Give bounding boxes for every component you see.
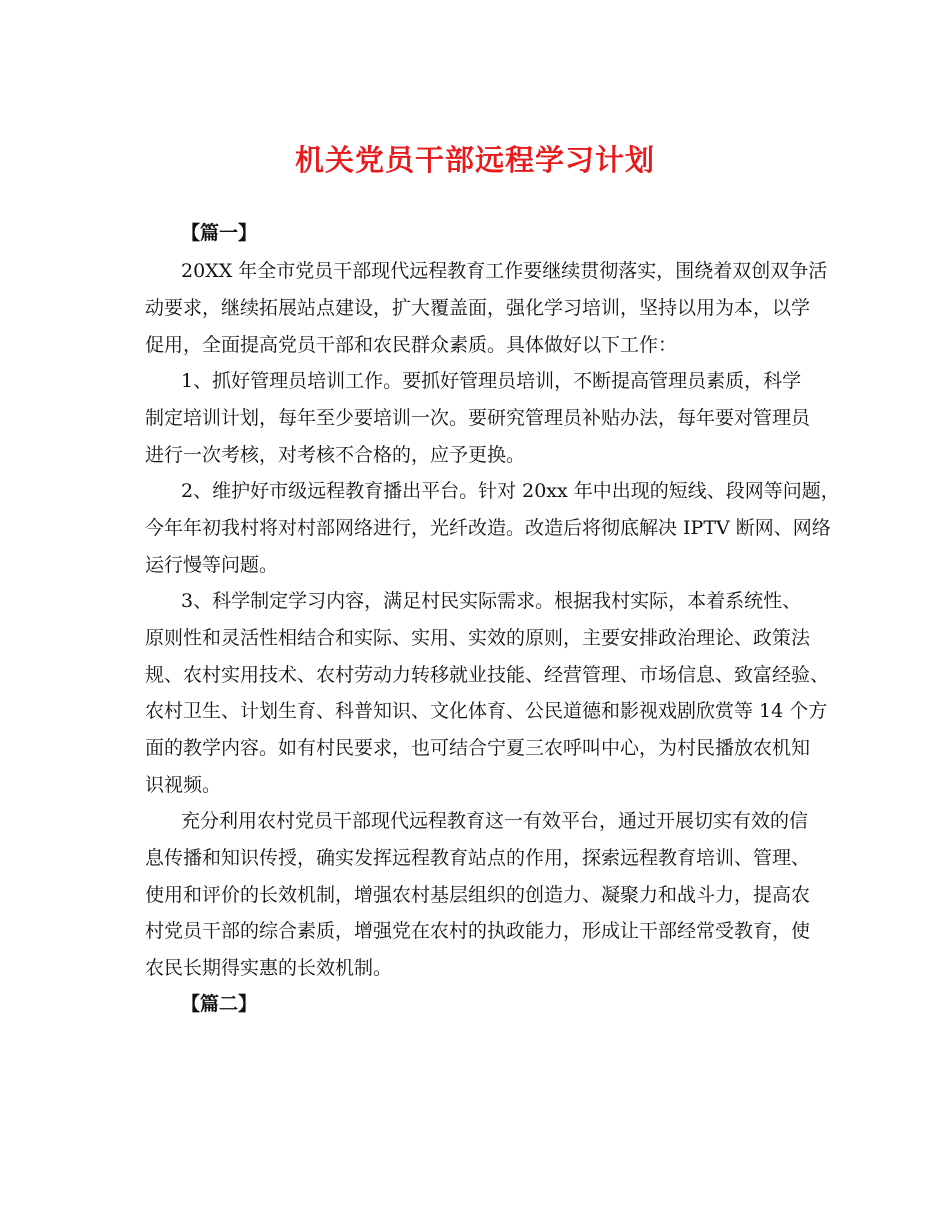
paragraph-line: 促用，全面提高党员干部和农民群众素质。具体做好以下工作： — [145, 334, 678, 356]
paragraph-line: 2、维护好市级远程教育播出平台。针对 20xx 年中出现的短线、段网等问题， — [181, 480, 840, 502]
paragraph-line: 今年年初我村将对村部网络进行，光纤改造。改造后将彻底解决 IPTV 断网、网络 — [145, 517, 831, 539]
paragraph-line: 充分利用农村党员干部现代远程教育这一有效平台，通过开展切实有效的信 — [181, 810, 809, 832]
document-title: 机关党员干部远程学习计划 — [294, 143, 655, 177]
paragraph-line: 息传播和知识传授，确实发挥远程教育站点的作用，探索远程教育培训、管理、 — [145, 847, 811, 869]
paragraph-line: 村党员干部的综合素质，增强党在农村的执政能力，形成让干部经常受教育，使 — [145, 920, 811, 942]
paragraph-line: 使用和评价的长效机制，增强农村基层组织的创造力、凝聚力和战斗力，提高农 — [145, 884, 811, 906]
paragraph-line: 动要求，继续拓展站点建设，扩大覆盖面，强化学习培训，坚持以用为本，以学 — [145, 297, 811, 319]
paragraph-line: 制定培训计划，每年至少要培训一次。要研究管理员补贴办法，每年要对管理员 — [145, 407, 811, 429]
paragraph-line: 运行慢等问题。 — [145, 554, 279, 576]
paragraph-line: 规、农村实用技术、农村劳动力转移就业技能、经营管理、市场信息、致富经验、 — [145, 664, 830, 686]
paragraph-line: 1、抓好管理员培训工作。要抓好管理员培训，不断提高管理员素质，科学 — [181, 370, 802, 392]
paragraph-line: 进行一次考核，对考核不合格的，应予更换。 — [145, 444, 526, 466]
paragraph-line: 面的教学内容。如有村民要求，也可结合宁夏三农呼叫中心，为村民播放农机知 — [145, 737, 811, 759]
paragraph-line: 识视频。 — [145, 774, 222, 796]
paragraph-line: 3、科学制定学习内容，满足村民实际需求。根据我村实际，本着系统性、 — [181, 590, 802, 612]
paragraph-line: 农村卫生、计划生育、科普知识、文化体育、公民道德和影视戏剧欣赏等 14 个方 — [145, 700, 828, 722]
section-heading-1: 【篇一】 — [181, 222, 258, 244]
paragraph-line: 农民长期得实惠的长效机制。 — [145, 957, 393, 979]
paragraph-line: 20XX 年全市党员干部现代远程教育工作要继续贯彻落实，围绕着双创双争活 — [181, 260, 828, 282]
section-heading-2: 【篇二】 — [181, 993, 258, 1015]
paragraph-line: 原则性和灵活性相结合和实际、实用、实效的原则，主要安排政治理论、政策法 — [145, 627, 811, 649]
